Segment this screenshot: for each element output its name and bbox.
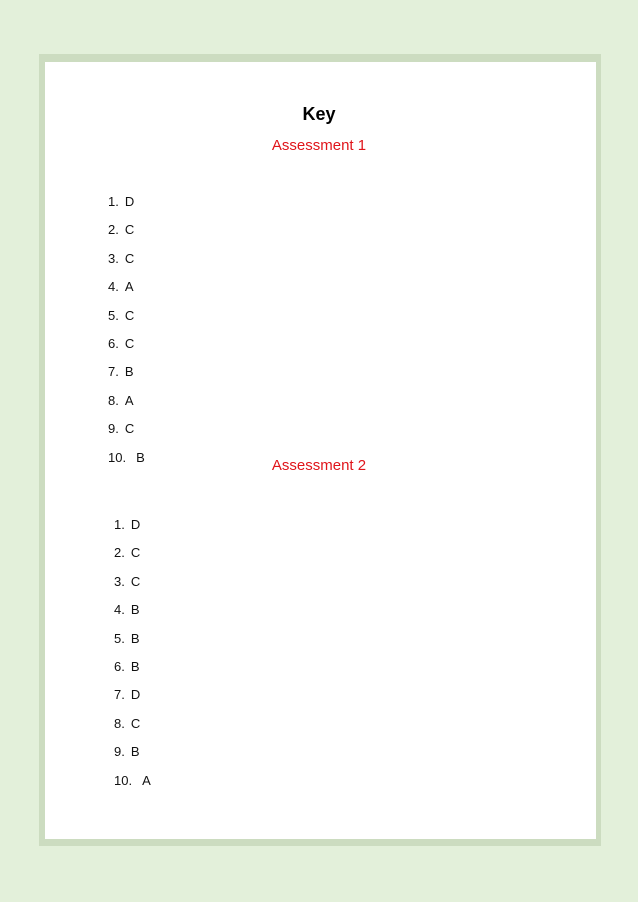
answer-item [108, 421, 145, 449]
answer-letter: A [124, 392, 134, 408]
section-title-assessment-2: Assessment 2 [271, 457, 367, 474]
answer-item [114, 574, 151, 602]
answer-item [114, 773, 151, 801]
answer-number: 4. [114, 602, 125, 618]
answer-number: 10. [114, 772, 133, 788]
answer-list-assessment-2 [114, 517, 151, 801]
document-title: Key [302, 104, 336, 124]
answer-number: 1. [108, 194, 119, 209]
answer-item [108, 308, 145, 336]
answer-list-assessment-1 [108, 194, 145, 478]
answer-letter: C [124, 307, 135, 323]
answer-number: 6. [108, 335, 119, 351]
answer-item [114, 716, 151, 744]
section-title-assessment-1: Assessment 1 [271, 137, 367, 154]
answer-number: 2. [114, 545, 125, 561]
answer-item [108, 393, 145, 421]
answer-item [114, 517, 151, 545]
answer-letter: B [130, 630, 140, 646]
answer-number: 9. [108, 421, 119, 437]
answer-letter: B [130, 658, 140, 674]
answer-item [108, 364, 145, 392]
answer-letter: B [130, 602, 140, 618]
answer-number: 3. [114, 573, 125, 589]
answer-letter: A [142, 772, 151, 788]
answer-item [114, 631, 151, 659]
answer-number: 1. [114, 517, 125, 532]
answer-number: 5. [108, 307, 119, 323]
answer-number: 7. [108, 364, 119, 380]
answer-letter: D [130, 687, 141, 703]
answer-item [108, 336, 145, 364]
answer-number: 3. [108, 250, 119, 266]
answer-letter: C [124, 335, 135, 351]
answer-letter: C [130, 573, 141, 589]
answer-number: 8. [114, 715, 125, 731]
answer-item [108, 222, 145, 250]
answer-item [108, 251, 145, 279]
answer-item [114, 602, 151, 630]
answer-letter: C [124, 250, 135, 266]
answer-letter: C [124, 222, 135, 238]
answer-letter: C [124, 421, 135, 437]
answer-item [114, 545, 151, 573]
answer-letter: D [124, 194, 135, 209]
answer-item [114, 687, 151, 715]
answer-letter: C [130, 545, 141, 561]
answer-number: 9. [114, 744, 125, 760]
answer-letter: B [130, 744, 140, 760]
answer-item [114, 659, 151, 687]
answer-number: 7. [114, 687, 125, 703]
answer-letter: D [130, 517, 141, 532]
answer-number: 5. [114, 630, 125, 646]
answer-number: 4. [108, 279, 119, 295]
answer-item [108, 279, 145, 307]
answer-item [114, 744, 151, 772]
answer-letter: B [124, 364, 134, 380]
answer-letter: A [124, 279, 134, 295]
answer-number: 10. [108, 449, 127, 465]
answer-number: 2. [108, 222, 119, 238]
answer-letter: B [136, 449, 145, 465]
answer-letter: C [130, 715, 141, 731]
answer-number: 8. [108, 392, 119, 408]
answer-number: 6. [114, 658, 125, 674]
answer-item [108, 194, 145, 222]
